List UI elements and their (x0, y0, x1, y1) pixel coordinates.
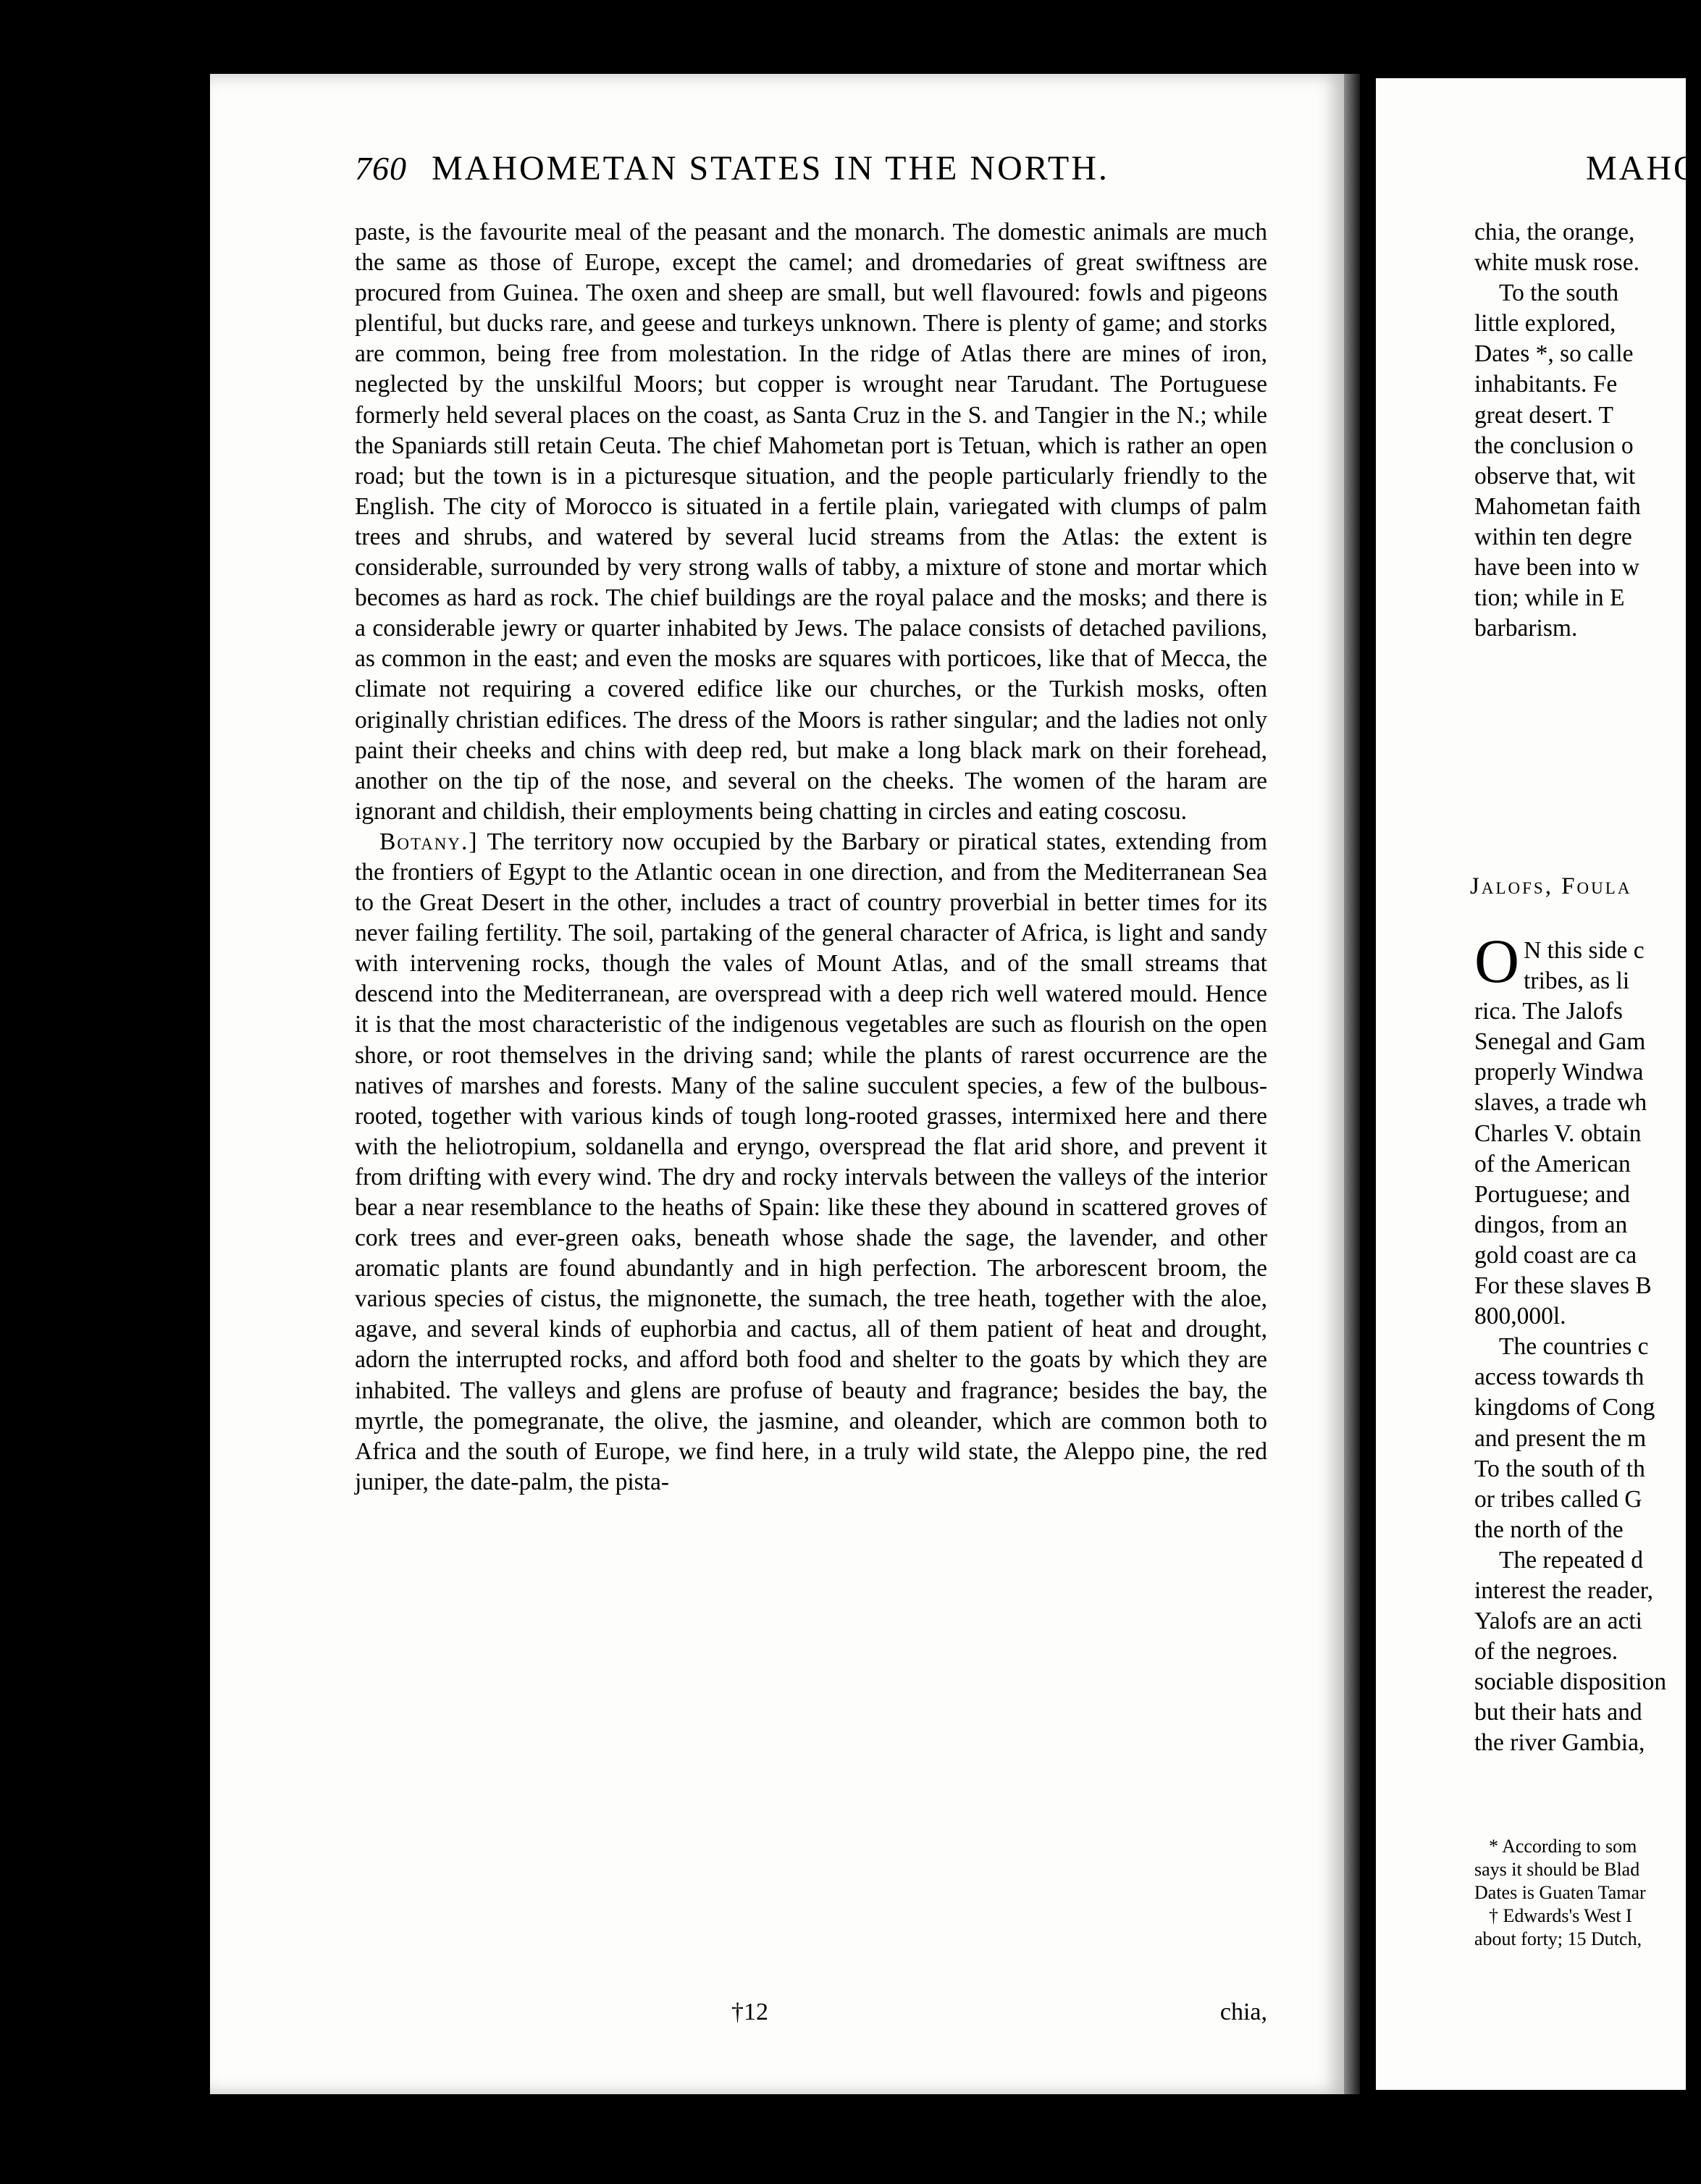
text-line: 800,000l. (1474, 1303, 1566, 1330)
paragraph-domestic-animals: paste, is the favourite meal of the peasant and the monarch. The domestic animals are much the same as those of Europe, except the camel; and dromedaries of great swiftness are procured from Guinea. The oxen and sheep are small, but well flavoured: fowls and pigeons plentiful, but ducks rare, and geese and turkeys unknown. There is plenty of game; and storks are common, being free from molestation. In the ridge of Atlas there are mines of iron, neglected by the unskilful Moors; but copper is wrought near Tarudant. The Portuguese formerly held several places on the coast, as Santa Cruz in the S. and Tangier in the N.; while the Spaniards still retain Ceuta. The chief Mahometan port is Tetuan, which is rather an open road; but the town is in a picturesque situation, and the people particularly friendly to the English. The city of Morocco is situated in a fertile plain, variegated with clumps of palm trees and shrubs, and watered by several lucid streams from the Atlas: the extent is considerable, surrounded by very strong walls of tabby, a mixture of stone and mortar which becomes as hard as rock. The chief buildings are the royal palace and the mosks; and there is a considerable jewry or quarter inhabited by Jews. The palace consists of detached pavilions, as common in the east; and even the mosks are squares with porticoes, like that of Mecca, the climate not requiring a covered edifice like our churches, or the Turkish mosks, often originally christian edifices. The dress of the Moors is rather singular; and the ladies not only paint their cheeks and chins with deep red, but make a long black mark on their forehead, another on the tip of the nose, and several on the cheeks. The women of the haram are ignorant and childish, their employments being chatting in circles and eating coscosu. (355, 219, 1267, 825)
right-page-top-text (1474, 217, 1686, 644)
text-line: the north of the (1474, 1516, 1624, 1543)
footnote-line: † Edwards's West I (1489, 1905, 1632, 1926)
text-line: Charles V. obtain (1474, 1120, 1642, 1147)
text-line: sociable disposition (1474, 1668, 1667, 1696)
text-line: chia, the orange, (1474, 219, 1635, 245)
text-line: within ten degre (1474, 523, 1632, 550)
text-line: the river Gambia, (1474, 1729, 1645, 1757)
right-page-running-head: MAHO (1586, 149, 1701, 188)
text-line: white musk rose. (1474, 249, 1639, 277)
text-line: observe that, wit (1474, 462, 1636, 490)
botany-text: The territory now occupied by the Barbary or piratical states, extending from the frontiers of Egypt to the Atlantic ocean in one direction, and from the Mediterranean Sea to the Great Desert in the other, includes a tract of country proverbial in better times for its never failing fertility. The soil, partaking of the general character of Africa, is light and sandy with intervening rocks, though the vales of Mount Atlas, and of the small streams that descend into the Mediterranean, are overspread with a deep rich well watered mould. Hence it is that the most characteristic of the indigenous vegetables are such as flourish on the open shore, or root themselves in the driving sand; while the plants of rarest occurrence are the natives of marshes and forests. Many of the saline succulent species, a few of the bulbous-rooted, together with various kinds of tough long-rooted grasses, intermixed here and there with the heliotropium, soldanella and eryngo, overspread the flat arid shore, and prevent it from drifting with every wind. The dry and rocky intervals between the valleys of the interior bear a near resemblance to the heaths of Spain: like these they abound in scattered groves of cork trees and ever-green oaks, beneath whose shade the sage, the lavender, and other aromatic plants are found abundantly and in high perfection. The arborescent broom, the various species of cistus, the mignonette, the sumach, the tree heath, together with the aloe, agave, and several kinds of euphorbia and cactus, all of them patient of heat and drought, adorn the interrupted rocks, and afford both food and shelter to the goats by which they are inhabited. The valleys and glens are profuse of beauty and fragrance; besides the bay, the myrtle, the pomegranate, the olive, the jasmine, and oleander, which are common both to Africa and the south of Europe, we find here, in a truly wild state, the Aleppo pine, the red juniper, the date-palm, the pista- (355, 828, 1267, 1495)
catchword: chia, (1219, 1999, 1267, 2025)
right-section-title: Jalofs, Foula (1470, 873, 1632, 899)
text-line: To the south (1499, 280, 1619, 307)
text-line: slaves, a trade wh (1474, 1089, 1647, 1117)
text-line: N this side c (1524, 937, 1645, 964)
footnote-line: Dates is Guaten Tamar (1474, 1882, 1646, 1903)
text-line: but their hats and (1474, 1699, 1642, 1726)
text-line: Yalofs are an acti (1474, 1608, 1642, 1635)
right-page-lower-text (1474, 926, 1686, 1759)
left-page-body (355, 217, 1267, 1999)
botany-section-heading: Botany.] (379, 828, 479, 855)
text-line: Portuguese; and (1474, 1180, 1630, 1208)
text-line: little explored, (1474, 310, 1616, 337)
text-line: Dates *, so calle (1474, 340, 1634, 368)
text-line: rica. The Jalofs (1474, 998, 1623, 1025)
text-line: or tribes called G (1474, 1485, 1642, 1513)
text-line: interest the reader, (1474, 1576, 1653, 1604)
text-line: To the south of th (1474, 1455, 1645, 1482)
paragraph-botany (355, 827, 1267, 1498)
footnote-line: * According to som (1489, 1836, 1637, 1857)
text-line: For these slaves B (1474, 1272, 1652, 1300)
text-line: access towards th (1474, 1364, 1645, 1391)
text-line: of the negroes. (1474, 1638, 1618, 1666)
text-line: of the American (1474, 1150, 1631, 1177)
page-number: 760 (355, 150, 407, 187)
footnote-line: about forty; 15 Dutch, (1474, 1928, 1642, 1949)
text-line: tribes, as li (1524, 967, 1630, 995)
signature-mark: †12 (731, 1999, 768, 2025)
text-line: the conclusion o (1474, 432, 1634, 459)
text-line: tion; while in E (1474, 584, 1625, 612)
text-line: dingos, from an (1474, 1211, 1628, 1238)
dropcap: O (1474, 926, 1520, 996)
footnote-line: says it should be Blad (1474, 1859, 1640, 1880)
left-page-footer (355, 1999, 1267, 2035)
text-line: Senegal and Gam (1474, 1028, 1646, 1056)
text-line: The countries c (1499, 1333, 1649, 1361)
text-line: barbarism. (1474, 615, 1578, 642)
text-line: great desert. T (1474, 401, 1613, 429)
text-line: have been into w (1474, 554, 1639, 581)
dropcap-lines (1474, 926, 1686, 996)
text-line: inhabitants. Fe (1474, 371, 1618, 398)
text-line: The repeated d (1499, 1546, 1644, 1574)
text-line: Mahometan faith (1474, 492, 1641, 520)
left-page-header (355, 148, 1267, 199)
running-head: MAHOMETAN STATES IN THE NORTH. (432, 149, 1109, 188)
text-line: gold coast are ca (1474, 1241, 1637, 1269)
right-page-footnotes (1474, 1835, 1686, 1951)
gutter-shadow (1344, 74, 1360, 2094)
text-line: properly Windwa (1474, 1059, 1644, 1086)
text-line: and present the m (1474, 1424, 1647, 1452)
text-line: kingdoms of Cong (1474, 1394, 1655, 1421)
